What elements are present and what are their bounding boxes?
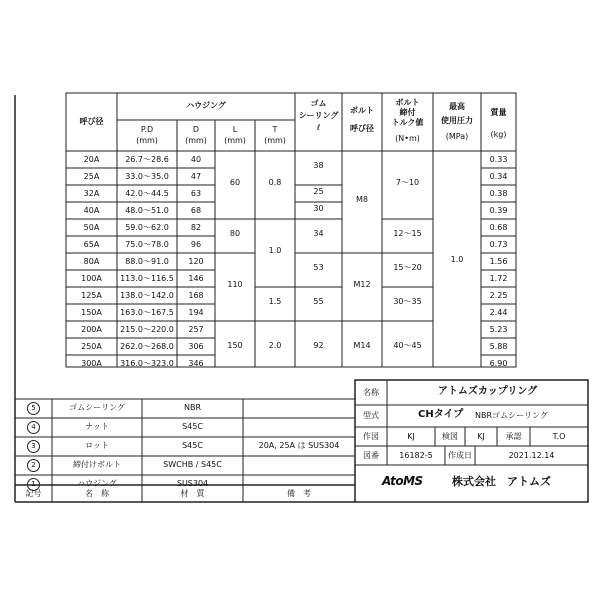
row-size: 125A	[81, 291, 102, 300]
parts-footer-name: 名 称	[85, 489, 109, 498]
row-pd: 316.0～323.0	[120, 359, 174, 368]
date-value: 2021.12.14	[508, 451, 555, 460]
parts-name: ロット	[85, 441, 109, 450]
row-d: 306	[188, 342, 204, 351]
row-size: 32A	[83, 189, 100, 198]
cell-rubber: 55	[313, 297, 324, 306]
parts-footer-no: 記号	[25, 489, 42, 498]
type-value: CHタイプ	[418, 409, 464, 420]
parts-name: ゴムシーリング	[69, 403, 125, 412]
header-torque-3: トルク値	[391, 118, 424, 127]
header-housing: ハウジング	[186, 101, 226, 110]
company-logo: AtoMS	[382, 474, 423, 488]
row-d: 40	[190, 155, 202, 164]
parts-no: 3	[27, 440, 40, 453]
header-t-unit: (mm)	[264, 136, 286, 145]
header-pd-unit: (mm)	[136, 136, 158, 145]
row-weight: 0.34	[489, 172, 508, 181]
row-size: 300A	[81, 359, 102, 368]
cell-torque: 30～35	[393, 297, 422, 306]
row-pd: 163.0～167.5	[120, 308, 174, 317]
header-rubber-1: ゴム	[310, 99, 327, 108]
approved-label: 承認	[505, 432, 522, 441]
row-weight: 2.44	[489, 308, 508, 317]
cell-l: 80	[229, 229, 241, 238]
row-size: 200A	[81, 325, 102, 334]
cell-rubber: 92	[313, 341, 324, 350]
row-size: 80A	[83, 257, 100, 266]
cell-rubber: 25	[313, 187, 324, 196]
cell-bolt: M14	[353, 341, 371, 350]
row-d: 96	[190, 240, 202, 249]
header-weight-1: 質量	[490, 108, 507, 117]
row-size: 40A	[83, 206, 100, 215]
row-pd: 33.0～35.0	[125, 172, 169, 181]
parts-footer-note: 備 考	[287, 489, 311, 498]
row-weight: 0.73	[489, 240, 508, 249]
parts-no: 4	[27, 421, 40, 434]
header-pressure-2: 使用圧力	[441, 116, 473, 125]
row-d: 47	[190, 172, 202, 181]
header-d-unit: (mm)	[185, 136, 207, 145]
row-weight: 5.23	[489, 325, 508, 334]
type-label: 型式	[363, 411, 379, 420]
parts-no: 5	[27, 402, 40, 415]
cell-t: 1.5	[268, 297, 282, 306]
checked-label: 検図	[442, 432, 458, 441]
cell-torque: 12～15	[393, 229, 422, 238]
name-label: 名称	[363, 388, 379, 397]
parts-material: S45C	[182, 422, 203, 431]
cell-rubber: 30	[313, 204, 324, 213]
cell-bolt: M12	[353, 280, 371, 289]
row-d: 63	[190, 189, 202, 198]
row-d: 194	[188, 308, 204, 317]
header-l: L	[232, 125, 238, 134]
header-nominal: 呼び径	[79, 117, 104, 126]
header-rubber-2: シーリング	[298, 111, 339, 120]
parts-material: S45C	[182, 441, 203, 450]
approved-value: T.O	[552, 432, 566, 441]
row-d: 346	[188, 359, 204, 368]
drawn-value: KJ	[407, 432, 415, 441]
row-d: 82	[190, 223, 202, 232]
cell-t: 1.0	[268, 246, 282, 255]
row-pd: 48.0～51.0	[125, 206, 169, 215]
row-d: 68	[190, 206, 202, 215]
row-weight: 0.68	[489, 223, 508, 232]
parts-material: NBR	[183, 403, 202, 412]
row-weight: 1.56	[489, 257, 508, 266]
parts-note: 20A, 25A は SUS304	[258, 441, 340, 450]
row-pd: 88.0～91.0	[125, 257, 169, 266]
name-value: アトムズカップリング	[437, 386, 538, 397]
header-torque-4: (N•m)	[395, 134, 420, 143]
row-pd: 75.0～78.0	[125, 240, 169, 249]
header-bolt-2: 呼び径	[350, 124, 374, 133]
row-pd: 113.0～116.5	[120, 274, 174, 283]
header-rubber-3: ℓ	[316, 123, 321, 132]
date-label: 作成日	[448, 451, 472, 460]
row-pd: 42.0～44.5	[125, 189, 169, 198]
cell-l: 110	[227, 280, 243, 289]
parts-footer-material: 材 質	[180, 489, 205, 498]
row-weight: 6.90	[489, 359, 508, 368]
row-d: 168	[188, 291, 204, 300]
header-t: T	[272, 125, 278, 134]
header-l-unit: (mm)	[224, 136, 246, 145]
parts-name: 締付けボルト	[73, 460, 121, 469]
row-size: 50A	[83, 223, 100, 232]
header-weight-2: (kg)	[490, 130, 507, 139]
header-pd: P.D	[140, 125, 154, 134]
row-weight: 0.38	[489, 189, 508, 198]
cell-torque: 40～45	[393, 341, 422, 350]
row-weight: 2.25	[489, 291, 508, 300]
row-pd: 215.0～220.0	[120, 325, 174, 334]
cell-rubber: 38	[313, 161, 324, 170]
row-weight: 5.88	[489, 342, 508, 351]
parts-material: SUS304	[176, 479, 209, 488]
parts-no: 1	[27, 478, 40, 491]
checked-value: KJ	[477, 432, 485, 441]
row-d: 120	[188, 257, 204, 266]
cell-bolt: M8	[356, 195, 368, 204]
drawing-no-label: 図番	[363, 451, 379, 460]
header-pressure-3: (MPa)	[445, 132, 469, 141]
cell-t: 2.0	[268, 341, 282, 350]
row-pd: 262.0～268.0	[120, 342, 174, 351]
cell-rubber: 34	[313, 229, 324, 238]
row-d: 146	[188, 274, 204, 283]
row-d: 257	[188, 325, 204, 334]
header-pressure-1: 最高	[449, 102, 465, 111]
company-name: 株式会社 アトムズ	[452, 475, 551, 488]
parts-material: SWCHB / S45C	[163, 460, 222, 469]
row-weight: 0.33	[489, 155, 508, 164]
parts-name: ハウジング	[77, 479, 117, 488]
cell-l: 60	[229, 178, 241, 187]
parts-name: ナット	[85, 422, 109, 431]
type-sub: NBRゴムシーリング	[475, 411, 548, 420]
header-bolt-1: ボルト	[350, 106, 374, 115]
drawing-no-value: 16182-5	[399, 451, 433, 460]
row-size: 100A	[81, 274, 102, 283]
drawn-label: 作図	[363, 432, 379, 441]
parts-no: 2	[27, 459, 40, 472]
row-size: 65A	[83, 240, 100, 249]
row-weight: 1.72	[489, 274, 508, 283]
row-size: 25A	[83, 172, 100, 181]
header-torque-2: 締付	[399, 108, 416, 117]
row-weight: 0.39	[489, 206, 508, 215]
row-pd: 26.7～28.6	[125, 155, 169, 164]
cell-l: 150	[227, 341, 243, 350]
row-pd: 59.0～62.0	[125, 223, 169, 232]
cell-torque: 15～20	[393, 263, 422, 272]
row-size: 150A	[81, 308, 102, 317]
cell-rubber: 53	[313, 263, 324, 272]
header-torque-1: ボルト	[395, 98, 420, 107]
row-size: 250A	[81, 342, 102, 351]
cell-t: 0.8	[268, 178, 282, 187]
row-size: 20A	[83, 155, 100, 164]
header-d: D	[192, 125, 200, 134]
cell-pressure: 1.0	[450, 255, 464, 264]
cell-torque: 7～10	[395, 178, 420, 187]
row-pd: 138.0～142.0	[120, 291, 174, 300]
